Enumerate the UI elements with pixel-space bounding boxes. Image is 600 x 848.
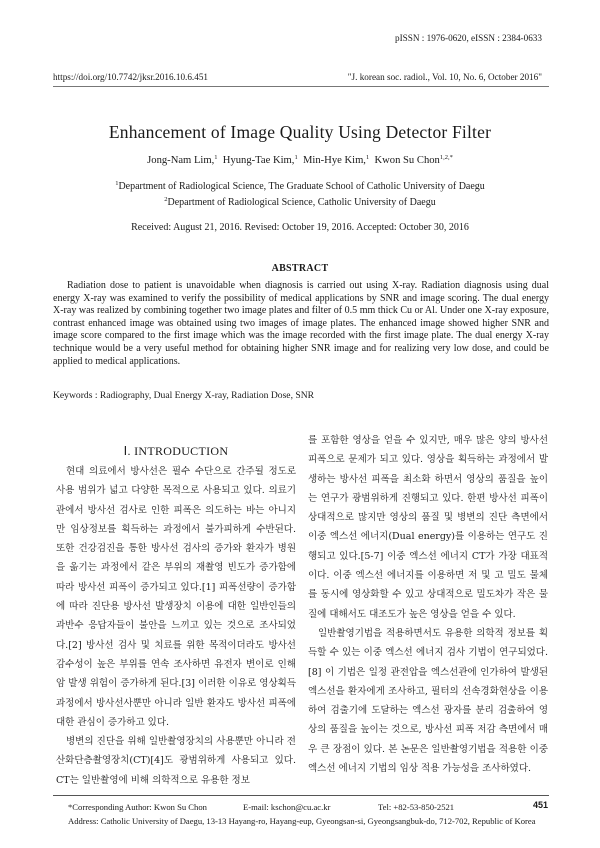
abstract-heading: ABSTRACT [271, 263, 329, 274]
author-name: Min-Hye Kim, [302, 155, 366, 166]
author-affil-mark: 1 [294, 154, 298, 161]
affiliation-1 [0, 181, 600, 192]
doi-link[interactable]: https://doi.org/10.7742/jksr.2016.10.6.451 [53, 72, 209, 82]
affil-mark: 1 [115, 180, 119, 187]
issn-line: pISSN : 1976-0620, eISSN : 2384-0633 [394, 33, 542, 43]
header-rule [53, 86, 549, 87]
left-column [56, 462, 296, 790]
paragraph: 병변의 진단을 위해 일반촬영장치의 사용뿐만 아니라 전산화단층촬영장치(CT)[4]도 광범위하게 사용되고 있다. CT는 일반촬영에 비해 의학적으로 유용한 정보 [56, 736, 296, 786]
affil-text: Department of Radiological Science, Catholic University of Daegu [167, 197, 436, 208]
telephone: Tel: +82-53-850-2521 [378, 802, 455, 812]
section-heading: Ⅰ. INTRODUCTION [123, 444, 229, 458]
affiliation-2 [0, 197, 600, 208]
abstract-text: Radiation dose to patient is unavoidable when diagnosis is carried out using X-ray. Radiation diagnosis using dual energy X-ray was examined to verify the possibility of medical applications by SNR and image scoring. The dual energy X-ray was realized by combining together two image plates and filter of 0.5 mm thick Cu or Al. Under one X-ray exposure, contrast enhanced image was obtained using two images of image plates. The enhanced image showed higher SNR and image score compared to the first image which was the image recorded with the first image plate. The dual energy X-ray technique would be a very useful method for obtaining higher SNR image and for realizing very low dose, and could be applied to medical applications. [53, 280, 549, 367]
paragraph: 일반촬영기법을 적용하면서도 유용한 의학적 정보를 획득할 수 있는 이중 엑스선 에너지 검사 기법이 연구되었다.[8] 이 기법은 일정 관전압을 엑스선관에 인가하여 발생된 엑스선을 환자에게 조사하고, 필터의 선속경화현상을 이용하여 검출기에 도달하는 엑스선 광자를 분리 검출하여 영상의 품질을 높이는 것으로, 방사선 피폭 저감 측면에서 매우 큰 장점이 있다. 본 논문은 일반촬영기법을 적용한 이중 엑스선 에너지 기법의 임상 적용 가능성을 조사하였다. [308, 627, 548, 775]
affil-mark: 2 [164, 196, 168, 203]
paper-title: Enhancement of Image Quality Using Detector Filter [108, 122, 492, 142]
submission-dates: Received: August 21, 2016. Revised: October 19, 2016. Accepted: October 30, 2016 [131, 222, 469, 233]
author-name: Kwon Su Chon [374, 155, 440, 166]
keywords: Keywords : Radiography, Dual Energy X-ray, Radiation Dose, SNR [53, 390, 315, 401]
corresponding-author: *Corresponding Author: Kwon Su Chon [68, 802, 207, 812]
author-name: Hyung-Tae Kim, [222, 155, 295, 166]
paragraph: 를 포함한 영상을 얻을 수 있지만, 매우 많은 양의 방사선 피폭으로 문제가 되고 있다. 영상을 획득하는 과정에서 발생하는 방사선 피폭을 최소화 하면서 영상의 품질을 높이는 연구가 광범위하게 진행되고 있다. 한편 방사선 피폭이 상대적으로 많지만 영상의 품질 및 병변의 진단 측면에서 이중 엑스선 에너지(Dual energy)를 이용하는 연구도 진행되고 있다.[5-7] 이중 엑스선 에너지 CT가 가장 대표적이다. 이중 엑스선 에너지를 이용하면 저 및 고 밀도 물체를 동시에 영상화할 수 있고 상대적으로 밀도차가 작은 물질에 대해서도 대조도가 높은 영상을 얻을 수 있다. [308, 435, 548, 620]
journal-citation: "J. korean soc. radiol., Vol. 10, No. 6, October 2016" [347, 72, 542, 82]
right-column [308, 431, 548, 778]
email[interactable]: E-mail: kschon@cu.ac.kr [243, 802, 331, 812]
page-number: 451 [532, 800, 548, 810]
author-affil-mark: 1,2,* [439, 154, 453, 161]
author-affil-mark: 1 [365, 154, 370, 161]
author-affil-mark: 1 [214, 154, 218, 161]
address: Address: Catholic University of Daegu, 13-13 Hayang-ro, Hayang-eup, Gyeongsan-si, Gyeongsangbuk-do, 712-702, Republic of Korea [68, 816, 536, 826]
author-name: Jong-Nam Lim, [147, 155, 215, 166]
footer-rule [53, 795, 549, 796]
affil-text: Department of Radiological Science, The Graduate School of Catholic University of Daegu [118, 181, 485, 192]
author-list [0, 155, 600, 166]
paragraph: 현대 의료에서 방사선은 필수 수단으로 간주될 정도로 사용 범위가 넓고 다양한 목적으로 사용되고 있다. 의료기관에서 방사선 검사로 인한 피폭은 의도하는 바는 아니지만 임상정보를 획득하는 과정에서 불가피하게 수반된다. 또한 건강검진을 통한 방사선 검사의 증가와 환자가 병원을 옮기는 과정에서 같은 부위의 재촬영 빈도가 증가함에 따라 방사선 피폭이 증가되고 있다.[1] 피폭선량이 증가함에 따라 진단용 방사선 발생장치 이용에 대한 일반인들의 과반수 응답자들이 불안을 느끼고 있는 것으로 조사되었다.[2] 방사선 검사 및 치료를 위한 목적이더라도 방사선 감수성이 높은 부위를 연속 조사하면 유전자 변이로 인해 암 발생 위험이 증가하게 된다.[3] 이러한 이유로 영상획득 과정에서 방사선사뿐만 아니라 일반 환자도 방사선 피폭에 대한 관심이 증가하고 있다. [56, 466, 296, 728]
